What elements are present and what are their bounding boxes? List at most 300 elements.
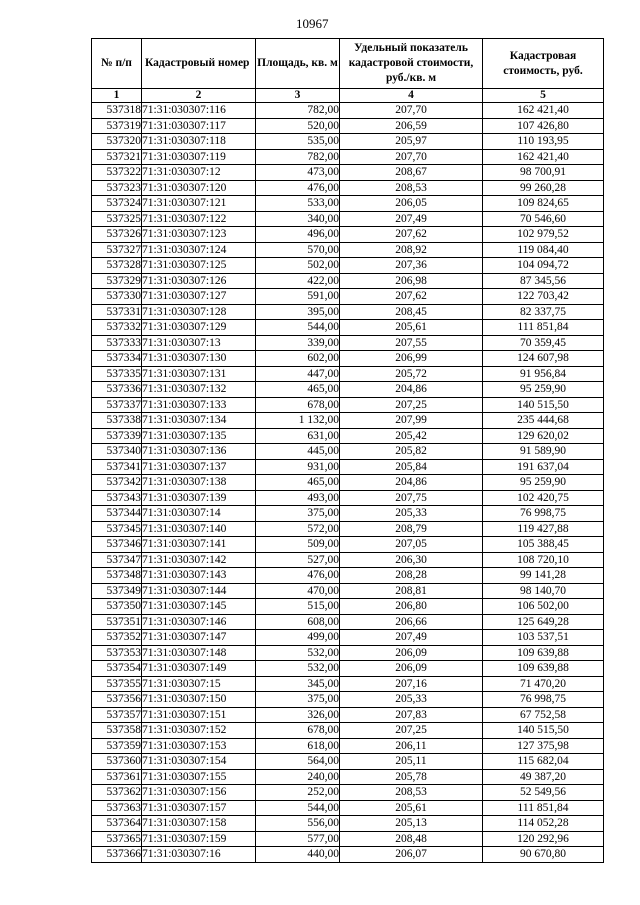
table-row [92, 134, 604, 150]
specific-indicator-cell: 205,72 [340, 366, 483, 382]
cadastral-value-cell: 109 639,88 [483, 661, 604, 677]
area-cell: 395,00 [256, 304, 340, 320]
cadastral-value-cell: 76 998,75 [483, 506, 604, 522]
cadastral-value-cell: 110 193,95 [483, 134, 604, 150]
cadastral-number-cell: 71:31:030307:158 [142, 816, 256, 832]
row-number-cell: 537326 [92, 227, 142, 243]
cadastral-number-cell: 71:31:030307:144 [142, 583, 256, 599]
cadastral-value-cell: 95 259,90 [483, 382, 604, 398]
cadastral-number-cell: 71:31:030307:150 [142, 692, 256, 708]
cadastral-number-cell: 71:31:030307:117 [142, 118, 256, 134]
table-row [92, 506, 604, 522]
row-number-cell: 537336 [92, 382, 142, 398]
cadastral-number-cell: 71:31:030307:133 [142, 397, 256, 413]
specific-indicator-cell: 205,78 [340, 769, 483, 785]
cadastral-number-cell: 71:31:030307:140 [142, 521, 256, 537]
area-cell: 340,00 [256, 211, 340, 227]
table-row [92, 645, 604, 661]
cadastral-number-cell: 71:31:030307:135 [142, 428, 256, 444]
area-cell: 447,00 [256, 366, 340, 382]
area-cell: 532,00 [256, 645, 340, 661]
table-row [92, 444, 604, 460]
cadastral-value-cell: 115 682,04 [483, 754, 604, 770]
column-number: 3 [256, 89, 340, 103]
cadastral-number-cell: 71:31:030307:142 [142, 552, 256, 568]
cadastral-number-cell: 71:31:030307:129 [142, 320, 256, 336]
table-row [92, 211, 604, 227]
cadastral-number-cell: 71:31:030307:139 [142, 490, 256, 506]
cadastral-value-cell: 106 502,00 [483, 599, 604, 615]
cadastral-number-cell: 71:31:030307:119 [142, 149, 256, 165]
table-row [92, 831, 604, 847]
table-row [92, 537, 604, 553]
area-cell: 520,00 [256, 118, 340, 134]
cadastral-value-cell: 108 720,10 [483, 552, 604, 568]
area-cell: 931,00 [256, 459, 340, 475]
specific-indicator-cell: 208,53 [340, 785, 483, 801]
row-number-cell: 537364 [92, 816, 142, 832]
table-row [92, 738, 604, 754]
cadastral-number-cell: 71:31:030307:157 [142, 800, 256, 816]
area-cell: 422,00 [256, 273, 340, 289]
cadastral-value-cell: 102 420,75 [483, 490, 604, 506]
cadastral-number-cell: 71:31:030307:149 [142, 661, 256, 677]
row-number-cell: 537335 [92, 366, 142, 382]
specific-indicator-cell: 207,16 [340, 676, 483, 692]
specific-indicator-cell: 204,86 [340, 382, 483, 398]
row-number-cell: 537356 [92, 692, 142, 708]
cadastral-number-cell: 71:31:030307:125 [142, 258, 256, 274]
area-cell: 572,00 [256, 521, 340, 537]
cadastral-value-cell: 99 260,28 [483, 180, 604, 196]
table-row [92, 382, 604, 398]
area-cell: 470,00 [256, 583, 340, 599]
table-row [92, 180, 604, 196]
cadastral-value-cell: 67 752,58 [483, 707, 604, 723]
table-row [92, 723, 604, 739]
specific-indicator-cell: 206,30 [340, 552, 483, 568]
row-number-cell: 537357 [92, 707, 142, 723]
cadastral-value-cell: 191 637,04 [483, 459, 604, 475]
cadastral-value-cell: 119 427,88 [483, 521, 604, 537]
cadastral-value-cell: 82 337,75 [483, 304, 604, 320]
row-number-cell: 537318 [92, 103, 142, 119]
cadastral-value-cell: 162 421,40 [483, 149, 604, 165]
row-number-cell: 537352 [92, 630, 142, 646]
area-cell: 577,00 [256, 831, 340, 847]
row-number-cell: 537366 [92, 847, 142, 863]
area-cell: 782,00 [256, 103, 340, 119]
area-cell: 473,00 [256, 165, 340, 181]
table-row [92, 800, 604, 816]
specific-indicator-cell: 207,36 [340, 258, 483, 274]
specific-indicator-cell: 205,84 [340, 459, 483, 475]
table-row [92, 661, 604, 677]
cadastral-number-cell: 71:31:030307:145 [142, 599, 256, 615]
row-number-cell: 537339 [92, 428, 142, 444]
row-number-cell: 537353 [92, 645, 142, 661]
cadastral-value-cell: 90 670,80 [483, 847, 604, 863]
cadastral-number-cell: 71:31:030307:143 [142, 568, 256, 584]
area-cell: 493,00 [256, 490, 340, 506]
row-number-cell: 537333 [92, 335, 142, 351]
row-number-cell: 537348 [92, 568, 142, 584]
cadastral-number-cell: 71:31:030307:147 [142, 630, 256, 646]
table-row [92, 599, 604, 615]
specific-indicator-cell: 208,92 [340, 242, 483, 258]
area-cell: 678,00 [256, 723, 340, 739]
specific-indicator-cell: 208,67 [340, 165, 483, 181]
row-number-cell: 537324 [92, 196, 142, 212]
cadastral-number-cell: 71:31:030307:121 [142, 196, 256, 212]
specific-indicator-cell: 206,98 [340, 273, 483, 289]
area-cell: 339,00 [256, 335, 340, 351]
cadastral-value-cell: 99 141,28 [483, 568, 604, 584]
table-row [92, 366, 604, 382]
table-row [92, 769, 604, 785]
row-number-cell: 537359 [92, 738, 142, 754]
cadastral-number-cell: 71:31:030307:13 [142, 335, 256, 351]
specific-indicator-cell: 207,70 [340, 103, 483, 119]
specific-indicator-cell: 208,53 [340, 180, 483, 196]
area-cell: 570,00 [256, 242, 340, 258]
cadastral-value-cell: 71 470,20 [483, 676, 604, 692]
cadastral-number-cell: 71:31:030307:124 [142, 242, 256, 258]
specific-indicator-cell: 207,83 [340, 707, 483, 723]
cadastral-value-cell: 125 649,28 [483, 614, 604, 630]
cadastral-number-cell: 71:31:030307:153 [142, 738, 256, 754]
table-row [92, 273, 604, 289]
cadastral-value-cell: 95 259,90 [483, 475, 604, 491]
area-cell: 326,00 [256, 707, 340, 723]
table-row [92, 227, 604, 243]
column-header-area: Площадь, кв. м [256, 39, 340, 89]
cadastral-number-cell: 71:31:030307:130 [142, 351, 256, 367]
row-number-cell: 537346 [92, 537, 142, 553]
specific-indicator-cell: 206,11 [340, 738, 483, 754]
specific-indicator-cell: 206,05 [340, 196, 483, 212]
cadastral-value-cell: 98 700,91 [483, 165, 604, 181]
area-cell: 544,00 [256, 320, 340, 336]
table-body [92, 103, 604, 863]
area-cell: 445,00 [256, 444, 340, 460]
column-header-cadastral-number: Кадастровый номер [142, 39, 256, 89]
cadastral-number-cell: 71:31:030307:154 [142, 754, 256, 770]
header-row [92, 39, 604, 89]
row-number-cell: 537323 [92, 180, 142, 196]
cadastral-value-cell: 70 546,60 [483, 211, 604, 227]
specific-indicator-cell: 207,99 [340, 413, 483, 429]
table-row [92, 165, 604, 181]
cadastral-number-cell: 71:31:030307:156 [142, 785, 256, 801]
area-cell: 499,00 [256, 630, 340, 646]
column-number: 2 [142, 89, 256, 103]
row-number-cell: 537321 [92, 149, 142, 165]
row-number-cell: 537343 [92, 490, 142, 506]
area-cell: 252,00 [256, 785, 340, 801]
specific-indicator-cell: 208,79 [340, 521, 483, 537]
cadastral-number-cell: 71:31:030307:12 [142, 165, 256, 181]
cadastral-value-cell: 103 537,51 [483, 630, 604, 646]
table-row [92, 583, 604, 599]
row-number-cell: 537341 [92, 459, 142, 475]
specific-indicator-cell: 206,09 [340, 661, 483, 677]
specific-indicator-cell: 207,55 [340, 335, 483, 351]
specific-indicator-cell: 207,25 [340, 397, 483, 413]
specific-indicator-cell: 206,59 [340, 118, 483, 134]
row-number-cell: 537322 [92, 165, 142, 181]
column-number: 4 [340, 89, 483, 103]
row-number-cell: 537329 [92, 273, 142, 289]
cadastral-value-table [91, 38, 604, 863]
cadastral-value-cell: 114 052,28 [483, 816, 604, 832]
area-cell: 556,00 [256, 816, 340, 832]
specific-indicator-cell: 206,07 [340, 847, 483, 863]
row-number-cell: 537328 [92, 258, 142, 274]
table-row [92, 676, 604, 692]
cadastral-value-cell: 102 979,52 [483, 227, 604, 243]
cadastral-value-cell: 111 851,84 [483, 800, 604, 816]
specific-indicator-cell: 205,13 [340, 816, 483, 832]
cadastral-value-cell: 105 388,45 [483, 537, 604, 553]
cadastral-number-cell: 71:31:030307:138 [142, 475, 256, 491]
cadastral-number-cell: 71:31:030307:15 [142, 676, 256, 692]
row-number-cell: 537338 [92, 413, 142, 429]
column-header-specific-indicator: Удельный показатель кадастровой стоимости, руб./кв. м [340, 39, 483, 89]
cadastral-number-cell: 71:31:030307:116 [142, 103, 256, 119]
specific-indicator-cell: 207,75 [340, 490, 483, 506]
column-number: 1 [92, 89, 142, 103]
row-number-cell: 537360 [92, 754, 142, 770]
row-number-cell: 537365 [92, 831, 142, 847]
row-number-cell: 537327 [92, 242, 142, 258]
table-row [92, 103, 604, 119]
row-number-cell: 537350 [92, 599, 142, 615]
table-row [92, 521, 604, 537]
area-cell: 631,00 [256, 428, 340, 444]
row-number-cell: 537330 [92, 289, 142, 305]
row-number-cell: 537358 [92, 723, 142, 739]
cadastral-value-cell: 140 515,50 [483, 723, 604, 739]
area-cell: 345,00 [256, 676, 340, 692]
cadastral-number-cell: 71:31:030307:159 [142, 831, 256, 847]
area-cell: 465,00 [256, 475, 340, 491]
specific-indicator-cell: 207,49 [340, 211, 483, 227]
table-row [92, 289, 604, 305]
table-row [92, 258, 604, 274]
table-row [92, 196, 604, 212]
cadastral-value-cell: 70 359,45 [483, 335, 604, 351]
specific-indicator-cell: 206,99 [340, 351, 483, 367]
cadastral-value-cell: 76 998,75 [483, 692, 604, 708]
cadastral-value-cell: 49 387,20 [483, 769, 604, 785]
row-number-cell: 537332 [92, 320, 142, 336]
specific-indicator-cell: 205,42 [340, 428, 483, 444]
row-number-cell: 537361 [92, 769, 142, 785]
specific-indicator-cell: 208,28 [340, 568, 483, 584]
cadastral-value-cell: 127 375,98 [483, 738, 604, 754]
cadastral-number-cell: 71:31:030307:127 [142, 289, 256, 305]
cadastral-number-cell: 71:31:030307:134 [142, 413, 256, 429]
cadastral-number-cell: 71:31:030307:152 [142, 723, 256, 739]
specific-indicator-cell: 205,61 [340, 320, 483, 336]
row-number-cell: 537340 [92, 444, 142, 460]
table-row [92, 428, 604, 444]
column-number-row [92, 89, 604, 103]
column-number: 5 [483, 89, 604, 103]
table-row [92, 754, 604, 770]
cadastral-value-cell: 109 824,65 [483, 196, 604, 212]
row-number-cell: 537331 [92, 304, 142, 320]
row-number-cell: 537349 [92, 583, 142, 599]
table-row [92, 816, 604, 832]
area-cell: 544,00 [256, 800, 340, 816]
cadastral-value-cell: 98 140,70 [483, 583, 604, 599]
table-row [92, 304, 604, 320]
cadastral-number-cell: 71:31:030307:141 [142, 537, 256, 553]
specific-indicator-cell: 207,62 [340, 289, 483, 305]
cadastral-number-cell: 71:31:030307:14 [142, 506, 256, 522]
area-cell: 240,00 [256, 769, 340, 785]
row-number-cell: 537351 [92, 614, 142, 630]
column-header-number: № п/п [92, 39, 142, 89]
cadastral-number-cell: 71:31:030307:126 [142, 273, 256, 289]
area-cell: 602,00 [256, 351, 340, 367]
area-cell: 502,00 [256, 258, 340, 274]
table-row [92, 149, 604, 165]
page-number: 10967 [296, 16, 329, 31]
cadastral-number-cell: 71:31:030307:120 [142, 180, 256, 196]
specific-indicator-cell: 207,25 [340, 723, 483, 739]
area-cell: 618,00 [256, 738, 340, 754]
specific-indicator-cell: 205,33 [340, 692, 483, 708]
cadastral-value-cell: 104 094,72 [483, 258, 604, 274]
table-row [92, 397, 604, 413]
table-row [92, 707, 604, 723]
specific-indicator-cell: 206,09 [340, 645, 483, 661]
row-number-cell: 537325 [92, 211, 142, 227]
table-row [92, 242, 604, 258]
area-cell: 608,00 [256, 614, 340, 630]
specific-indicator-cell: 207,70 [340, 149, 483, 165]
cadastral-value-cell: 120 292,96 [483, 831, 604, 847]
specific-indicator-cell: 208,48 [340, 831, 483, 847]
cadastral-value-cell: 87 345,56 [483, 273, 604, 289]
area-cell: 564,00 [256, 754, 340, 770]
area-cell: 678,00 [256, 397, 340, 413]
cadastral-number-cell: 71:31:030307:131 [142, 366, 256, 382]
cadastral-value-cell: 107 426,80 [483, 118, 604, 134]
row-number-cell: 537363 [92, 800, 142, 816]
cadastral-number-cell: 71:31:030307:136 [142, 444, 256, 460]
area-cell: 532,00 [256, 661, 340, 677]
area-cell: 476,00 [256, 568, 340, 584]
table-row [92, 475, 604, 491]
cadastral-number-cell: 71:31:030307:137 [142, 459, 256, 475]
area-cell: 465,00 [256, 382, 340, 398]
cadastral-number-cell: 71:31:030307:151 [142, 707, 256, 723]
table-row [92, 552, 604, 568]
table-row [92, 351, 604, 367]
cadastral-number-cell: 71:31:030307:148 [142, 645, 256, 661]
row-number-cell: 537337 [92, 397, 142, 413]
specific-indicator-cell: 205,33 [340, 506, 483, 522]
cadastral-value-cell: 122 703,42 [483, 289, 604, 305]
row-number-cell: 537362 [92, 785, 142, 801]
cadastral-value-cell: 129 620,02 [483, 428, 604, 444]
area-cell: 1 132,00 [256, 413, 340, 429]
row-number-cell: 537345 [92, 521, 142, 537]
row-number-cell: 537354 [92, 661, 142, 677]
table-row [92, 785, 604, 801]
table-row [92, 630, 604, 646]
cadastral-number-cell: 71:31:030307:122 [142, 211, 256, 227]
cadastral-value-cell: 124 607,98 [483, 351, 604, 367]
cadastral-number-cell: 71:31:030307:155 [142, 769, 256, 785]
table-row [92, 490, 604, 506]
specific-indicator-cell: 205,82 [340, 444, 483, 460]
table-row [92, 847, 604, 863]
area-cell: 375,00 [256, 692, 340, 708]
row-number-cell: 537342 [92, 475, 142, 491]
cadastral-number-cell: 71:31:030307:128 [142, 304, 256, 320]
area-cell: 515,00 [256, 599, 340, 615]
cadastral-number-cell: 71:31:030307:146 [142, 614, 256, 630]
cadastral-value-cell: 91 589,90 [483, 444, 604, 460]
row-number-cell: 537320 [92, 134, 142, 150]
row-number-cell: 537355 [92, 676, 142, 692]
cadastral-value-cell: 235 444,68 [483, 413, 604, 429]
table-row [92, 568, 604, 584]
area-cell: 591,00 [256, 289, 340, 305]
table-row [92, 614, 604, 630]
cadastral-value-cell: 119 084,40 [483, 242, 604, 258]
cadastral-value-cell: 91 956,84 [483, 366, 604, 382]
table-row [92, 335, 604, 351]
area-cell: 375,00 [256, 506, 340, 522]
table-row [92, 320, 604, 336]
table-row [92, 692, 604, 708]
cadastral-value-cell: 140 515,50 [483, 397, 604, 413]
column-header-cadastral-value: Кадастровая стоимость, руб. [483, 39, 604, 89]
cadastral-value-cell: 109 639,88 [483, 645, 604, 661]
row-number-cell: 537344 [92, 506, 142, 522]
table-row [92, 459, 604, 475]
cadastral-value-cell: 52 549,56 [483, 785, 604, 801]
cadastral-number-cell: 71:31:030307:123 [142, 227, 256, 243]
area-cell: 440,00 [256, 847, 340, 863]
row-number-cell: 537334 [92, 351, 142, 367]
specific-indicator-cell: 208,45 [340, 304, 483, 320]
cadastral-number-cell: 71:31:030307:118 [142, 134, 256, 150]
area-cell: 509,00 [256, 537, 340, 553]
cadastral-value-cell: 162 421,40 [483, 103, 604, 119]
specific-indicator-cell: 205,11 [340, 754, 483, 770]
cadastral-value-cell: 111 851,84 [483, 320, 604, 336]
area-cell: 476,00 [256, 180, 340, 196]
row-number-cell: 537347 [92, 552, 142, 568]
area-cell: 535,00 [256, 134, 340, 150]
specific-indicator-cell: 206,80 [340, 599, 483, 615]
area-cell: 527,00 [256, 552, 340, 568]
specific-indicator-cell: 207,49 [340, 630, 483, 646]
cadastral-number-cell: 71:31:030307:132 [142, 382, 256, 398]
specific-indicator-cell: 206,66 [340, 614, 483, 630]
area-cell: 533,00 [256, 196, 340, 212]
specific-indicator-cell: 204,86 [340, 475, 483, 491]
specific-indicator-cell: 208,81 [340, 583, 483, 599]
specific-indicator-cell: 205,97 [340, 134, 483, 150]
